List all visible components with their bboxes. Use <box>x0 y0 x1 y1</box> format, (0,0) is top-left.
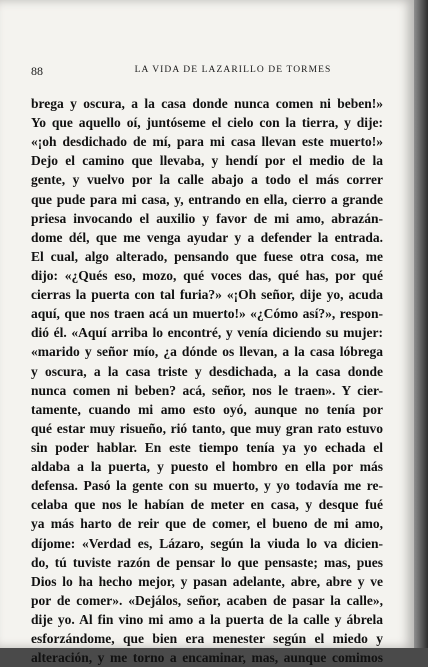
text-line: celaba que nos le habían de meter en casa, y desque fué <box>31 497 383 513</box>
text-line: dome dél, que me venga ayudar y a defender la entrada. <box>31 229 383 245</box>
text-line: «marido y señor mío, ¿a dónde os llevan, a la casa lóbrega <box>31 344 383 360</box>
text-line: dió él. «Aquí arriba lo encontré, y venía diciendo su mujer: <box>31 325 383 341</box>
text-line: Yo que aquello oí, juntóseme el cielo con la tierra, y dije: <box>31 115 383 131</box>
text-line: nunca comen ni beben? acá, señor, nos le traen». Y cier- <box>31 382 383 398</box>
text-line: sin poder hablar. En este tiempo tenía ya yo echada el <box>31 439 383 455</box>
page-header <box>31 64 383 80</box>
text-line: esforzándome, que bien era menester según el miedo y <box>31 631 383 647</box>
text-line: priesa invocando el auxilio y favor de mi amo, abrazán- <box>31 210 383 226</box>
text-line: Dios lo ha hecho mejor, y pasan adelante, abre, abre y ve <box>31 573 383 589</box>
text-line: aquí, que nos traen acá un muerto!» «¿Cómo así?», respon- <box>31 306 383 322</box>
text-line: cierras la puerta con tal furia?» «¡Oh señor, dije yo, acuda <box>31 287 383 303</box>
text-line: ya más harto de reir que de comer, el bueno de mi amo, <box>31 516 383 532</box>
text-line: dije yo. Al fin vino mi amo a la puerta de la calle y ábrela <box>31 611 383 627</box>
text-line: do, tú tuviste razón de pensar lo que pensaste; mas, pues <box>31 554 383 570</box>
text-line: defensa. Pasó la gente con su muerto, y yo todavía me re- <box>31 478 383 494</box>
text-line: alteración, y me torno a encaminar, mas, aunque comimos <box>31 650 383 666</box>
text-line: Dejo el camino que llevaba, y hendí por el medio de la <box>31 153 383 169</box>
text-line: por de comer». «Dejálos, señor, acaben de pasar la calle», <box>31 592 383 608</box>
running-title: LA VIDA DE LAZARILLO DE TORMES <box>134 65 332 75</box>
text-line: que pude para mi casa, y, entrando en ella, cierro a grande <box>31 191 383 207</box>
text-line: y oscura, a la casa triste y desdichada, a la casa donde <box>31 363 383 379</box>
text-line: tamente, cuando mi amo esto oyó, aunque no tenía por <box>31 401 383 417</box>
text-line: gente, y vuelvo por la calle abajo a todo el más correr <box>31 172 383 188</box>
text-line: aldaba a la puerta, y puesto el hombro en ella por más <box>31 459 383 475</box>
page-number: 88 <box>31 64 43 78</box>
text-line: «¡oh desdichado de mí, para mi casa llevan este muerto!» <box>31 134 383 150</box>
page-edge-shadow <box>414 0 428 648</box>
text-line: díjome: «Verdad es, Lázaro, según la viuda lo va dicien- <box>31 535 383 551</box>
text-line: brega y oscura, a la casa donde nunca comen ni beben!» <box>31 96 383 111</box>
body-text <box>31 94 383 667</box>
text-line: El cual, algo alterado, pensando que fuese otra cosa, me <box>31 248 383 264</box>
text-line: dijo: «¿Qués eso, mozo, qué voces das, qué has, por qué <box>31 267 383 283</box>
text-line: qué estar muy risueño, rió tanto, que muy gran rato estuvo <box>31 420 383 436</box>
